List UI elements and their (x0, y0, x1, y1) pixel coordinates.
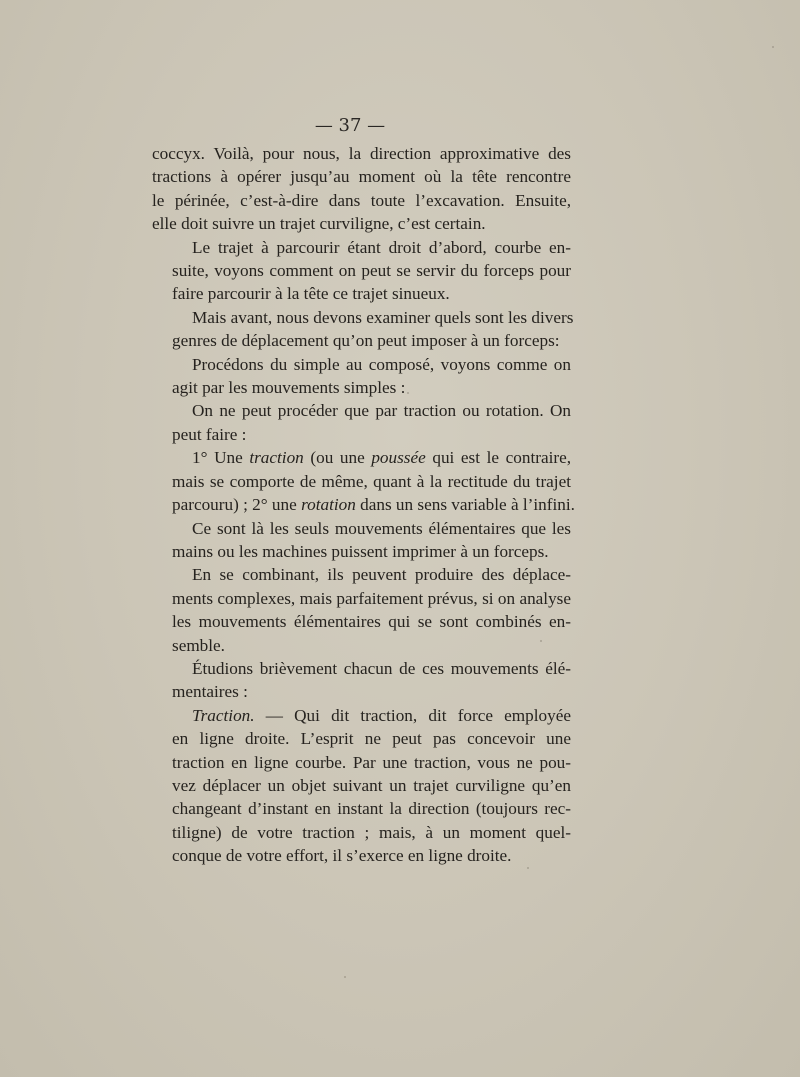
body-text (152, 142, 575, 868)
page-number: — 37 — (314, 115, 386, 136)
text-line (152, 493, 575, 516)
paragraph (152, 704, 571, 868)
text-line (152, 470, 571, 493)
text-run: qui est le contraire, (425, 448, 572, 468)
text-line: Le trajet à parcourir étant droit d’abord, courbe en- (192, 237, 571, 257)
paragraph (152, 517, 571, 564)
paragraph (152, 563, 571, 657)
text-run: mais se comporte de même, quant à la rectitude du trajet (172, 471, 571, 491)
text-line: mains ou les machines puissent imprimer à un forceps. (172, 541, 549, 561)
paper-speck (407, 392, 409, 394)
text-line: faire parcourir à la tête ce trajet sinueux. (172, 284, 450, 304)
paragraph (152, 142, 571, 236)
text-line: Mais avant, nous devons examiner quels sont les divers (192, 307, 574, 327)
text-run: (ou une (303, 448, 372, 468)
text-run: vez déplacer un objet suivant un trajet curviligne qu’en (172, 775, 571, 795)
text-line: ments complexes, mais parfaitement prévus, si on analyse (172, 588, 571, 608)
text-line: Procédons du simple au composé, voyons comme on (192, 354, 571, 374)
text-line (152, 844, 571, 867)
text-line: mentaires : (172, 682, 248, 702)
paper-speck (344, 976, 346, 978)
paper-speck (772, 46, 774, 48)
text-run: — Qui dit traction, dit force employée (254, 705, 571, 725)
text-line: les mouvements élémentaires qui se sont combinés en- (172, 612, 571, 632)
text-run: parcouru) ; 2° une (172, 495, 302, 515)
paragraph (152, 657, 571, 704)
text-run: en ligne droite. L’esprit ne peut pas concevoir une (172, 729, 571, 749)
italic-term: traction (249, 448, 304, 468)
italic-term: poussée (371, 448, 426, 468)
text-line (152, 446, 571, 469)
text-line: En se combinant, ils peuvent produire des déplace- (192, 565, 571, 585)
text-line: le périnée, c’est-à-dire dans toute l’excavation. Ensuite, (152, 190, 571, 210)
text-run: traction en ligne courbe. Par une traction, vous ne pou- (172, 752, 571, 772)
text-line (152, 797, 571, 820)
text-line: genres de déplacement qu’on peut imposer à un forceps: (172, 331, 560, 351)
text-run: 1° Une (192, 448, 250, 468)
paragraph (152, 236, 571, 306)
text-line: coccyx. Voilà, pour nous, la direction approximative des (152, 144, 571, 163)
text-line (152, 727, 571, 750)
paper-speck (540, 640, 542, 642)
text-line: suite, voyons comment on peut se servir du forceps pour (172, 261, 571, 281)
text-line (152, 821, 571, 844)
paper-speck (527, 867, 529, 869)
paragraph (152, 399, 571, 446)
italic-term: rotation (301, 495, 356, 515)
paragraph (152, 353, 571, 400)
text-line: elle doit suivre un trajet curviligne, c’est certain. (152, 214, 486, 234)
text-run: conque de votre effort, il s’exerce en ligne droite. (172, 846, 512, 866)
text-line (152, 751, 571, 774)
text-line: On ne peut procéder que par traction ou rotation. On (192, 401, 571, 421)
text-line: peut faire : (172, 424, 247, 444)
text-line (152, 774, 571, 797)
text-line: Étudions brièvement chacun de ces mouvements élé- (192, 658, 571, 678)
text-line (152, 704, 571, 727)
text-run: dans un sens variable à l’infini. (355, 495, 575, 515)
text-line: agit par les mouvements simples : (172, 378, 406, 398)
paragraph (152, 446, 575, 516)
text-line: semble. (172, 635, 225, 655)
text-line: Ce sont là les seuls mouvements élémentaires que les (192, 518, 571, 538)
text-line: tractions à opérer jusqu’au moment où la tête rencontre (152, 167, 571, 187)
text-run: tiligne) de votre traction ; mais, à un moment quel- (172, 822, 571, 842)
text-run: changeant d’instant en instant la direction (toujours rec- (172, 799, 571, 819)
paragraph (152, 306, 574, 353)
italic-term: Traction. (192, 705, 255, 725)
